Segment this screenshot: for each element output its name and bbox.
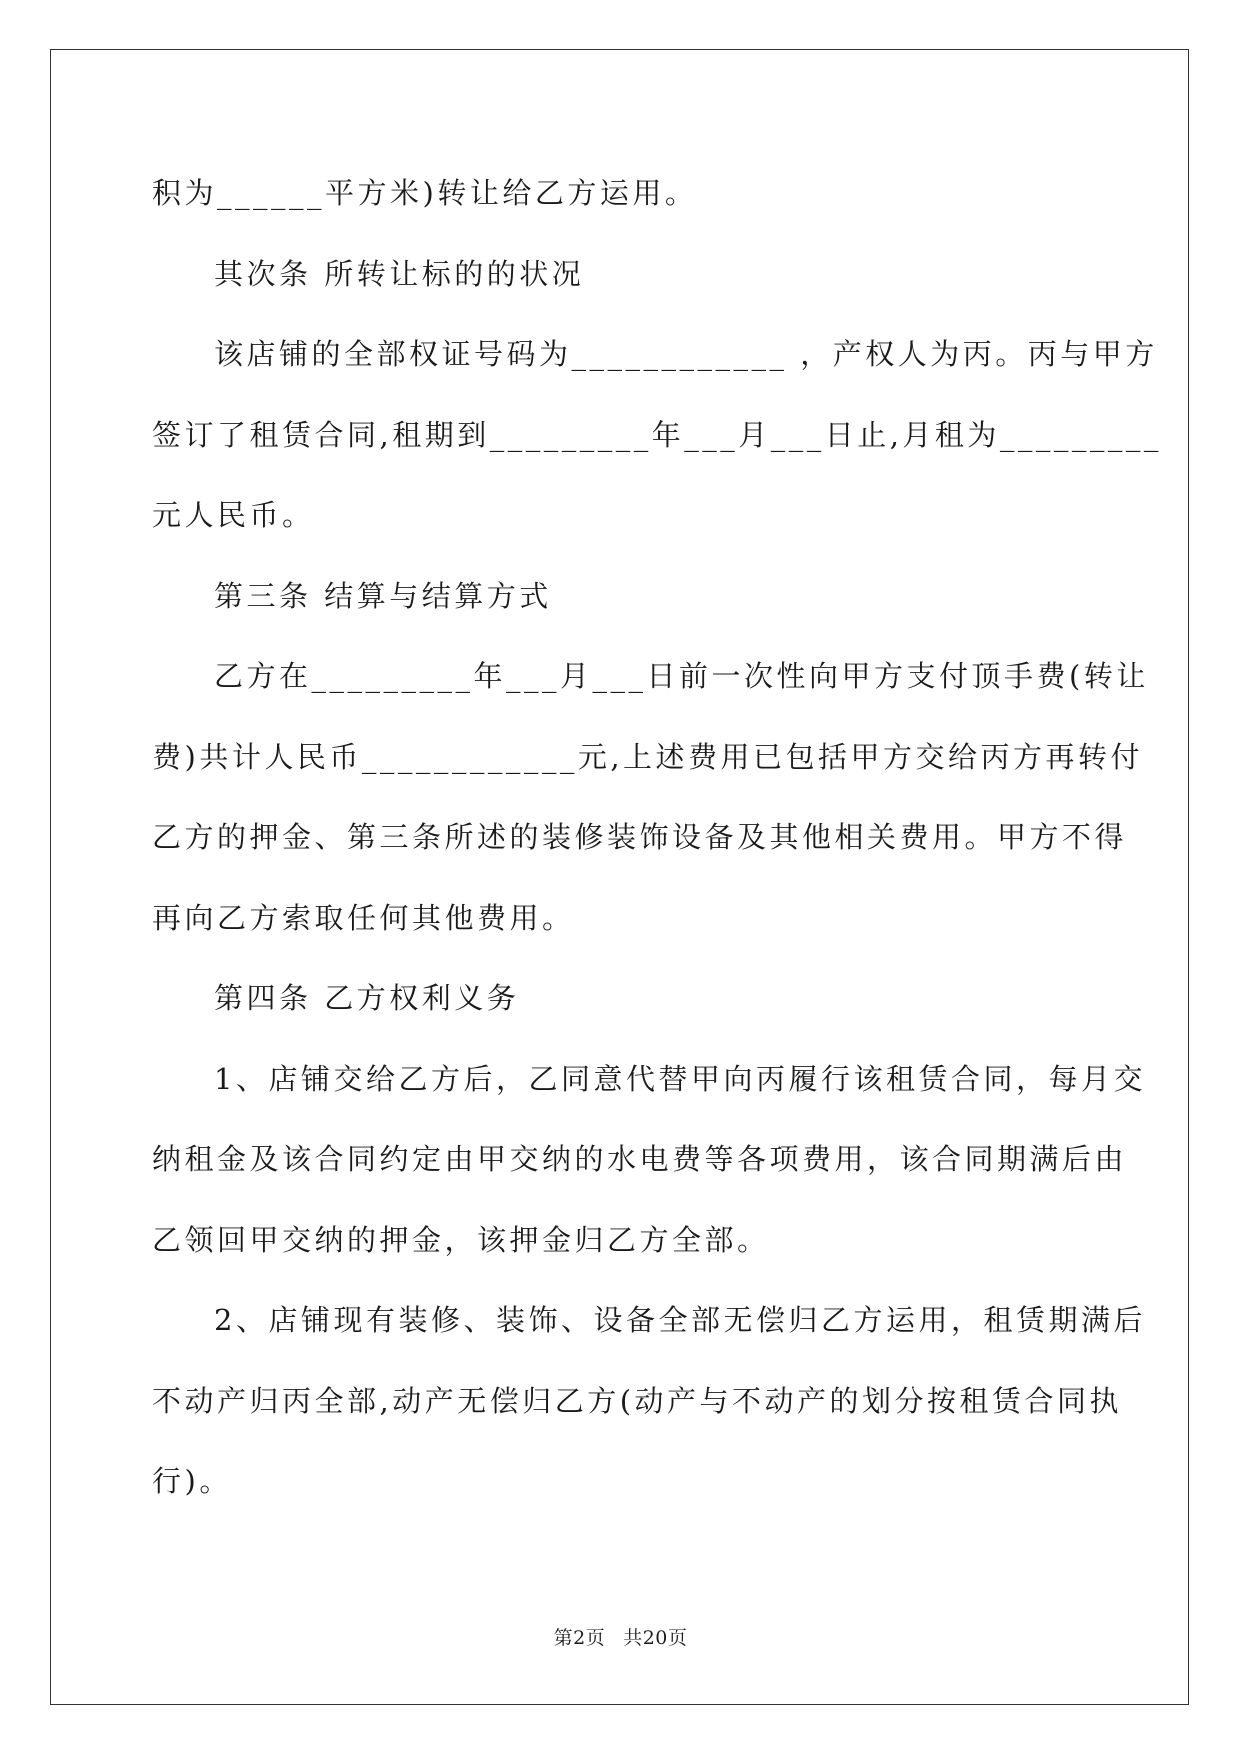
text-line: 乙领回甲交纳的押金，该押金归乙方全部。: [152, 1222, 770, 1257]
text-line: 纳租金及该合同约定由甲交纳的水电费等各项费用，该合同期满后由: [152, 1142, 1128, 1176]
text-line: 再向乙方索取任何其他费用。: [152, 900, 575, 935]
section-heading-third-article: 第三条 结算与结算方式: [214, 578, 552, 613]
text-line: 乙方在_________年___月___日前一次性向甲方支付顶手费(转让: [214, 659, 1149, 693]
text-line: 乙方的押金、第三条所述的装修装饰设备及其他相关费用。甲方不得: [152, 820, 1128, 854]
text-line: 积为______平方米)转让给乙方运用。: [152, 176, 698, 210]
page-total: 共20页: [623, 1627, 688, 1649]
section-heading-second-article: 其次条 所转让标的的状况: [214, 256, 585, 291]
text-line: 费)共计人民币____________元,上述费用已包括甲方交给丙方再转付: [152, 739, 1144, 774]
page-number: 第2页: [553, 1627, 606, 1649]
text-line: 该店铺的全部权证号码为____________ ，产权人为丙。丙与甲方: [214, 337, 1158, 371]
document-body: [152, 158, 1162, 1527]
text-line: 元人民币。: [152, 498, 315, 532]
text-line: 不动产归丙全部,动产无偿归乙方(动产与不动产的划分按租赁合同执: [152, 1383, 1123, 1418]
text-line: 行)。: [152, 1464, 232, 1498]
page-footer: [0, 1623, 1241, 1650]
section-heading-fourth-article: 第四条 乙方权利义务: [214, 981, 520, 1015]
text-line: 签订了租赁合同,租期到_________年___月___日止,月租为_________: [152, 417, 1162, 452]
text-line: 1、店铺交给乙方后，乙同意代替甲向丙履行该租赁合同，每月交: [214, 1061, 1146, 1096]
text-line: 2、店铺现有装修、装饰、设备全部无偿归乙方运用，租赁期满后: [214, 1303, 1146, 1337]
